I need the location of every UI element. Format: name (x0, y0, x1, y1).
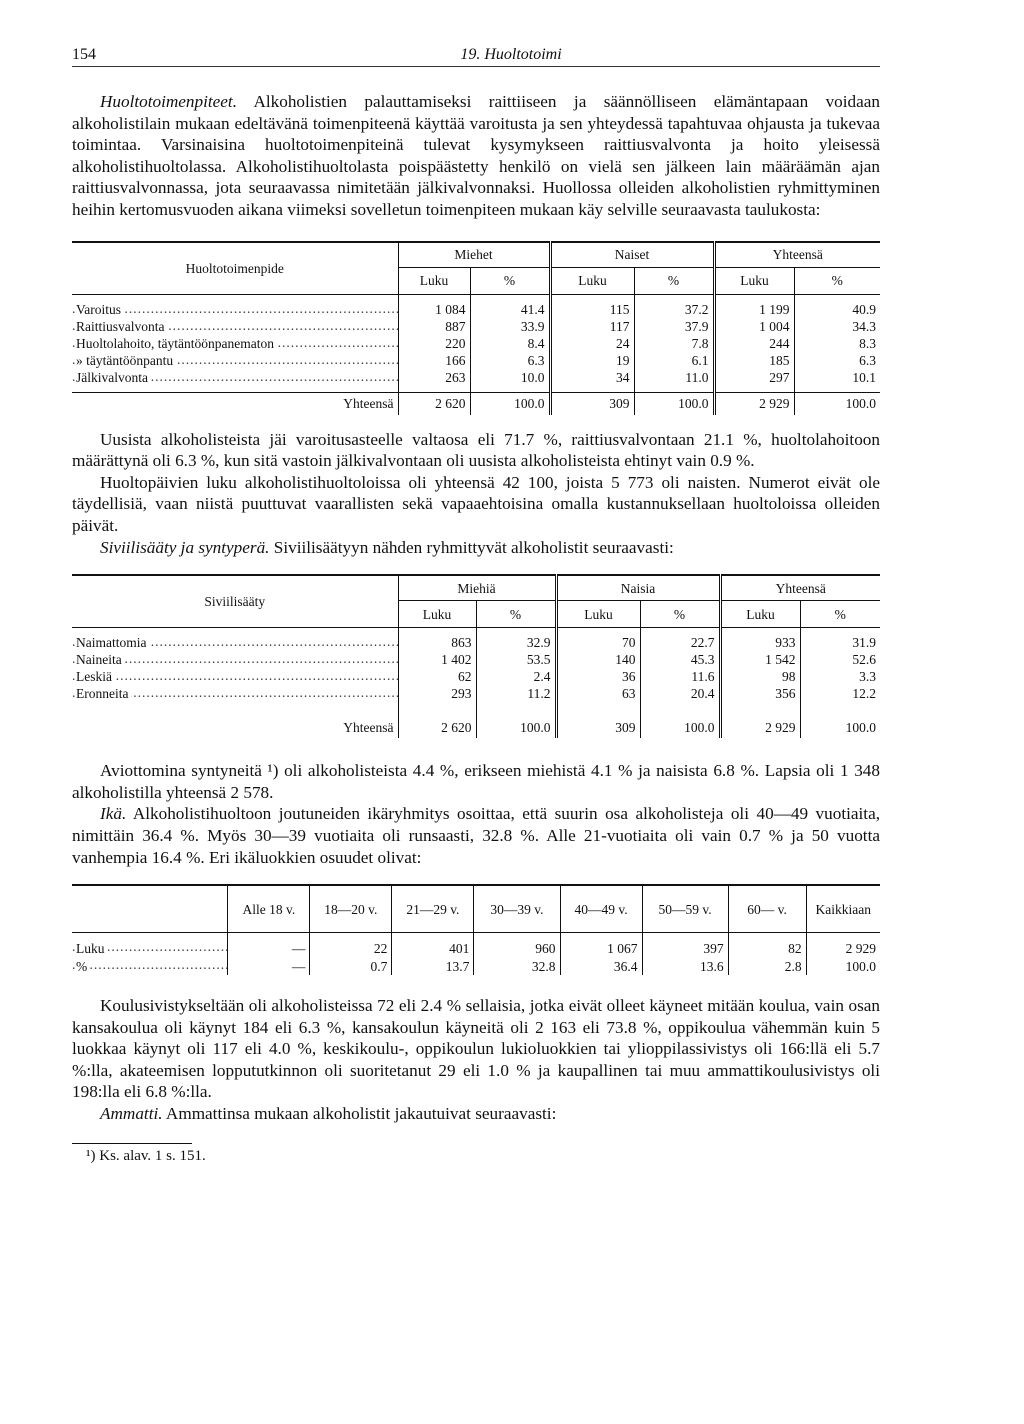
cell: 1 067 (560, 939, 642, 957)
row-label: Naimattomia ..... (72, 634, 398, 651)
cell: 63 (556, 685, 640, 702)
row-label: Raittiusvalvonta ..... (72, 318, 398, 335)
footnote-rule (72, 1143, 192, 1144)
group-header: Yhteensä (720, 575, 880, 601)
cell: 100.0 (476, 716, 556, 738)
table-col-header: Siviilisääty (72, 575, 398, 628)
age-header: 30—39 v. (474, 885, 560, 933)
cell: 70 (556, 634, 640, 651)
cell: 293 (398, 685, 476, 702)
cell: 32.9 (476, 634, 556, 651)
cell: 8.3 (794, 335, 880, 352)
page-number: 154 (72, 46, 96, 63)
cell: 10.0 (470, 369, 550, 386)
cell: 20.4 (640, 685, 720, 702)
section-heading: Ikä. (100, 804, 127, 824)
sub-header: % (800, 601, 880, 628)
row-label: Huoltolahoito, täytäntöönpanematon ..... (72, 335, 398, 352)
paragraph-measures (72, 91, 880, 221)
cell: 2 929 (720, 716, 800, 738)
sub-header: Luku (398, 601, 476, 628)
cell: — (228, 939, 310, 957)
cell: 2.8 (728, 957, 806, 975)
cell: 22.7 (640, 634, 720, 651)
sub-header: % (794, 267, 880, 294)
cell: 117 (550, 318, 634, 335)
cell: 397 (642, 939, 728, 957)
cell: 6.3 (794, 352, 880, 369)
table-row (72, 335, 880, 352)
cell: 36 (556, 668, 640, 685)
cell: 2 929 (714, 392, 794, 415)
age-header: Kaikkiaan (806, 885, 880, 933)
cell: 11.2 (476, 685, 556, 702)
age-header: 21—29 v. (392, 885, 474, 933)
cell: 100.0 (806, 957, 880, 975)
cell: 960 (474, 939, 560, 957)
cell: 356 (720, 685, 800, 702)
cell: 11.0 (634, 369, 714, 386)
cell: 53.5 (476, 651, 556, 668)
cell: 34 (550, 369, 634, 386)
cell: 13.6 (642, 957, 728, 975)
group-header: Miehet (398, 242, 550, 268)
cell: 244 (714, 335, 794, 352)
footnote: ¹) Ks. alav. 1 s. 151. (86, 1147, 206, 1164)
cell: 31.9 (800, 634, 880, 651)
cell: 82 (728, 939, 806, 957)
cell: 309 (550, 392, 634, 415)
cell: 2 929 (806, 939, 880, 957)
table-row (72, 369, 880, 386)
sub-header: Luku (720, 601, 800, 628)
cell: 1 084 (398, 301, 470, 318)
cell: 100.0 (634, 392, 714, 415)
cell: 115 (550, 301, 634, 318)
section-heading: Huoltotoimenpiteet. (100, 92, 237, 111)
sub-header: Luku (550, 267, 634, 294)
paragraph-text: Siviilisäätyyn nähden ryhmittyvät alkoholistit seuraavasti: (273, 537, 674, 557)
cell: 34.3 (794, 318, 880, 335)
group-header: Yhteensä (714, 242, 880, 268)
table-row (72, 685, 880, 702)
age-table (72, 884, 880, 975)
cell: 863 (398, 634, 476, 651)
table-row-total (72, 392, 880, 415)
paragraph-illegitimate: Aviottomina syntyneitä ¹) oli alkoholisteista 4.4 %, erikseen miehistä 4.1 % ja naisista 6.8 %. Lapsia oli 1 348 alkoholistilla yhteensä 2 578. (72, 761, 880, 802)
table-row-total (72, 716, 880, 738)
page (72, 40, 880, 1165)
cell: 2 620 (398, 392, 470, 415)
cell: 37.2 (634, 301, 714, 318)
cell: 1 402 (398, 651, 476, 668)
cell: 62 (398, 668, 476, 685)
row-label: » täytäntöönpantu ..... (72, 352, 398, 369)
table-row (72, 352, 880, 369)
row-label: Leskiä ..... (72, 668, 398, 685)
sub-header: % (476, 601, 556, 628)
chapter-title: 19. Huoltotoimi (460, 46, 562, 63)
cell: 40.9 (794, 301, 880, 318)
cell: 8.4 (470, 335, 550, 352)
cell: 41.4 (470, 301, 550, 318)
table-row (72, 318, 880, 335)
running-header (72, 40, 880, 67)
cell: 1 199 (714, 301, 794, 318)
paragraph-care-days: Huoltopäivien luku alkoholistihuoltoloissa oli yhteensä 42 100, joista 5 773 oli naisten. Numerot eivät ole täydellisiä, vaan niistä puuttuvat vaarallisten sekä vapaaehtoisina omalla kustannuksellaan huoltoloissa olleiden päivät. (72, 472, 880, 535)
total-label: Yhteensä (343, 396, 394, 412)
cell: 19 (550, 352, 634, 369)
paragraph-text: Ammattinsa mukaan alkoholistit jakautuivat seuraavasti: (165, 1104, 557, 1124)
section-heading: Ammatti. (100, 1104, 163, 1124)
cell: 33.9 (470, 318, 550, 335)
total-label: Yhteensä (343, 719, 394, 735)
cell: 6.1 (634, 352, 714, 369)
cell: 7.8 (634, 335, 714, 352)
cell: — (228, 957, 310, 975)
cell: 100.0 (640, 716, 720, 738)
cell: 933 (720, 634, 800, 651)
row-label: Luku ..... (72, 939, 228, 957)
cell: 36.4 (560, 957, 642, 975)
cell: 297 (714, 369, 794, 386)
cell: 263 (398, 369, 470, 386)
cell: 166 (398, 352, 470, 369)
cell: 401 (392, 939, 474, 957)
sub-header: % (470, 267, 550, 294)
section-heading: Siviilisääty ja syntyperä. (100, 537, 270, 557)
table-row (72, 939, 880, 957)
cell: 1 004 (714, 318, 794, 335)
age-header: 40—49 v. (560, 885, 642, 933)
cell: 13.7 (392, 957, 474, 975)
cell: 309 (556, 716, 640, 738)
row-label: Jälkivalvonta ..... (72, 369, 398, 386)
cell: 140 (556, 651, 640, 668)
cell: 3.3 (800, 668, 880, 685)
row-label: Naineita ..... (72, 651, 398, 668)
group-header: Naisia (556, 575, 720, 601)
table-row (72, 301, 880, 318)
cell: 887 (398, 318, 470, 335)
cell: 6.3 (470, 352, 550, 369)
sub-header: Luku (398, 267, 470, 294)
age-header: Alle 18 v. (228, 885, 310, 933)
cell: 2 620 (398, 716, 476, 738)
cell: 52.6 (800, 651, 880, 668)
cell: 2.4 (476, 668, 556, 685)
sub-header: Luku (556, 601, 640, 628)
cell: 1 542 (720, 651, 800, 668)
paragraph-age (72, 803, 880, 868)
group-header: Miehiä (398, 575, 556, 601)
cell: 45.3 (640, 651, 720, 668)
cell: 100.0 (794, 392, 880, 415)
cell: 100.0 (470, 392, 550, 415)
sub-header: % (634, 267, 714, 294)
paragraph-education: Koulusivistykseltään oli alkoholisteissa 72 eli 2.4 % sellaisia, jotka eivät olleet käyneet mitään koulua, vain osan kansakoulua oli käynyt 184 eli 6.3 %, kansakoulun käyneitä oli 2 163 eli 73.8 %, oppikoulua vähemmän kuin 5 luokkaa käynyt oli 117 eli 4.0 %, keskikoulu-, oppikoulun lukioluokkien tai ylioppilassivistys oli 166:llä eli 5.7 %:lla, akateemisen loppututkinnon oli suoritetanut 29 eli 1.0 % ja kaupallinen tai muu ammattikoulusivistys oli 198:lla eli 6.8 %:lla. (72, 996, 880, 1102)
cell: 22 (310, 939, 392, 957)
age-header: 50—59 v. (642, 885, 728, 933)
cell: 0.7 (310, 957, 392, 975)
cell: 37.9 (634, 318, 714, 335)
sub-header: Luku (714, 267, 794, 294)
table-row (72, 668, 880, 685)
paragraph-marital (72, 537, 880, 559)
age-header: 60— v. (728, 885, 806, 933)
row-label: Eronneita ..... (72, 685, 398, 702)
cell: 12.2 (800, 685, 880, 702)
cell: 32.8 (474, 957, 560, 975)
marital-table (72, 574, 880, 738)
paragraph-text: Alkoholistihuoltoon joutuneiden ikäryhmitys osoittaa, että suurin osa alkoholisteja oli 40—49 vuotiaita, nimittäin 36.4 %. Myös 30—39 vuotiaita oli runsaasti, 32.8 %. Alle 21-vuotiaita oli vain 0.7 % ja 50 vuotta vanhempia 16.4 %. Eri ikäluokkien osuudet olivat: (72, 804, 880, 867)
cell: 98 (720, 668, 800, 685)
paragraph-occupation (72, 1103, 880, 1125)
table-col-header: Huoltotoimenpide (72, 242, 398, 295)
measures-table (72, 241, 880, 415)
cell: 10.1 (794, 369, 880, 386)
paragraph-text: Alkoholistien palauttamiseksi raittiiseen ja säännölliseen elämäntapaan voidaan alkoholistilain mukaan edeltävänä toimenpiteenä käyttää varoitusta ja sen yhteydessä tapahtuvaa ohjausta ja tukevaa toimintaa. Varsinaisina huoltotoimenpiteinä tulevat kysymykseen raittiusvalvonta ja hoito yleisessä alkoholistihuoltolassa. Alkoholistihuoltolasta poispäästetty henkilö on vielä sen jälkeen lain määräämän ajan raittiusvalvonnassa, jota seuraavassa nimitetään jälkivalvonnaksi. Huollossa olleiden alkoholistien ryhmittyminen heihin kertomusvuoden aikana viimeksi sovelletun toimenpiteen mukaan käy selville seuraavasta taulukosta: (72, 92, 880, 219)
cell: 11.6 (640, 668, 720, 685)
cell: 100.0 (800, 716, 880, 738)
paragraph-new-alcoholics: Uusista alkoholisteista jäi varoitusasteelle valtaosa eli 71.7 %, raittiusvalvontaan 21.1 %, huoltolahoitoon määrättynä oli 6.3 %, kun sitä vastoin jälkivalvontaan oli uusista alkoholisteista ehtinyt vain 0.9 %. (72, 429, 880, 471)
table-row (72, 634, 880, 651)
row-label: Varoitus ..... (72, 301, 398, 318)
sub-header: % (640, 601, 720, 628)
cell: 24 (550, 335, 634, 352)
group-header: Naiset (550, 242, 714, 268)
age-header: 18—20 v. (310, 885, 392, 933)
table-row (72, 651, 880, 668)
table-row (72, 957, 880, 975)
row-label: % ..... (72, 957, 228, 975)
cell: 185 (714, 352, 794, 369)
cell: 220 (398, 335, 470, 352)
